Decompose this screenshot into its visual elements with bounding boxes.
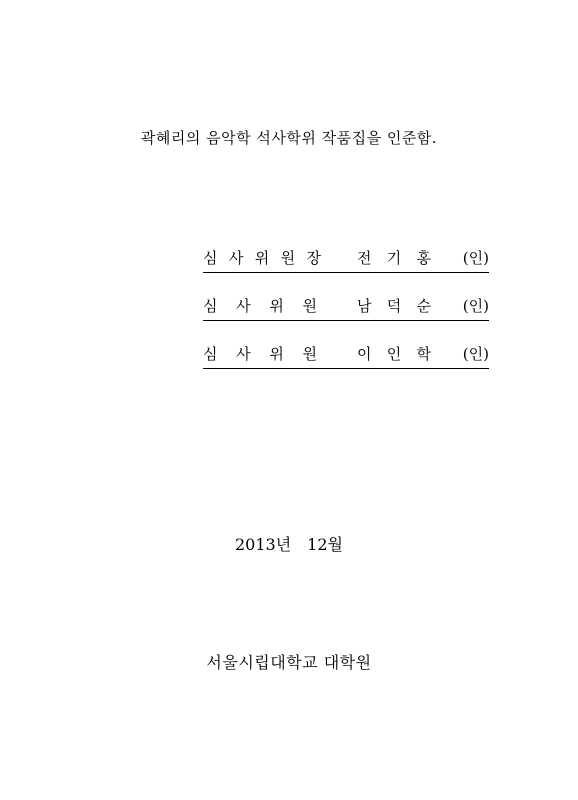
role-char: 원 [280,249,296,267]
role-char: 원 [302,345,317,363]
committee-row-member [203,294,489,321]
seal-mark: (인) [462,297,489,315]
approval-date [0,534,578,556]
committee-member-name [357,342,431,366]
date-month: 12월 [307,535,343,554]
committee-role [203,246,321,270]
role-char: 장 [306,249,321,267]
name-char: 홍 [416,249,431,267]
name-char: 기 [386,249,402,267]
committee-row-member [203,342,489,369]
committee-member-name [357,294,431,318]
role-char: 위 [254,249,270,267]
role-char: 심 [203,297,218,315]
role-char: 사 [228,249,244,267]
seal-mark: (인) [462,249,489,267]
committee-role [203,294,317,318]
seal-mark: (인) [462,345,489,363]
name-char: 순 [416,297,431,315]
role-char: 심 [203,249,218,267]
committee-role [203,342,317,366]
name-char: 남 [357,297,372,315]
role-char: 심 [203,345,218,363]
name-char: 인 [386,345,402,363]
name-char: 학 [416,345,431,363]
institution-name: 서울시립대학교 대학원 [206,653,372,672]
role-char: 사 [236,297,251,315]
name-char: 덕 [386,297,402,315]
name-char: 전 [357,249,372,267]
name-char: 이 [357,345,372,363]
role-char: 위 [269,345,284,363]
role-char: 위 [269,297,284,315]
date-year: 2013년 [234,535,292,554]
role-char: 원 [302,297,317,315]
role-char: 사 [236,345,251,363]
certification-statement: 곽혜리의 음악학 석사학위 작품집을 인준함. [140,129,438,147]
committee-list [203,246,489,390]
committee-member-name [357,246,431,270]
committee-row-chair [203,246,489,273]
